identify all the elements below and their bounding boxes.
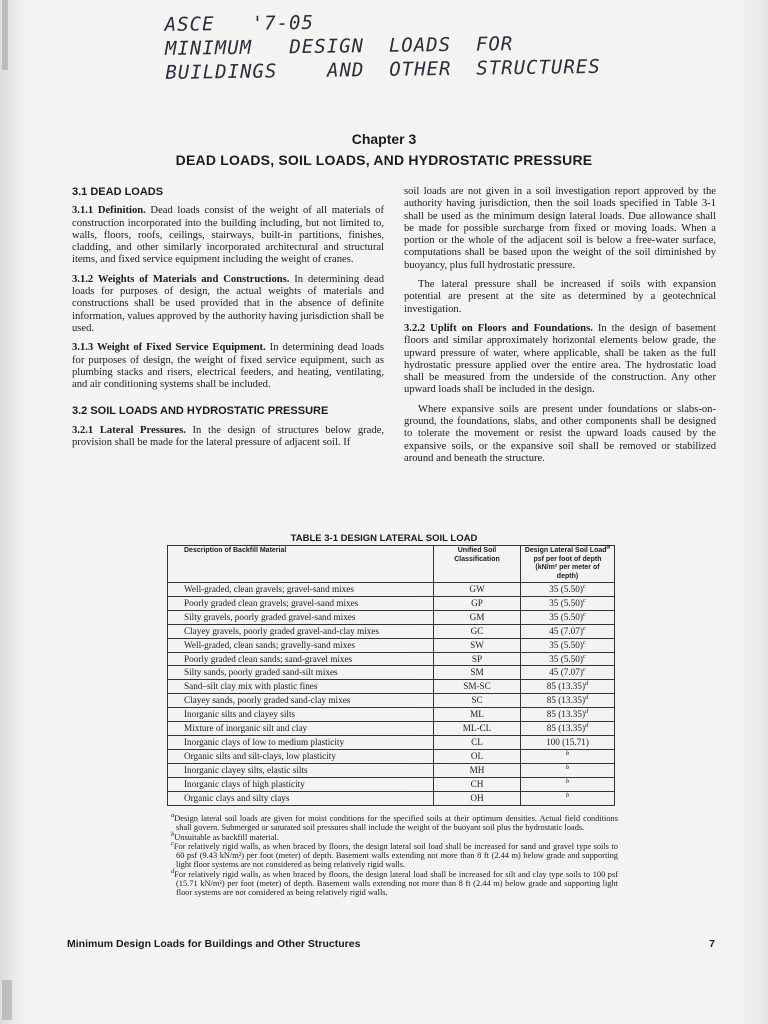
cell-load [521,666,615,680]
paragraph-text: In determining dead loads for purposes of design, the actual weights of materials and constructions shall be used provided that in the absence of definite information, values approved by the authority having jurisdiction shall be used. [72,273,384,334]
paragraph [72,205,384,266]
cell-classification: MH [434,763,521,777]
cell-load [521,777,615,791]
footnote-mark: c [582,596,586,604]
footnote-mark: d [585,680,589,688]
load-value: 85 (13.35) [546,695,586,706]
paragraph [404,323,716,397]
footnote-text: For relatively rigid walls, as when braced by floors, the design lateral soil load shall be increased for sand and gravel type soils to 60 psf (9.43 kN/m²) per foot (meter) of depth. Basement walls extending not more than 8 ft (2.44 m) below grade and supporting light floor systems are not considered as being relatively rigid walls. [173,841,618,870]
load-value: 35 (5.50) [549,584,583,594]
header-line: Unified Soil [457,547,497,554]
column-header-classification [434,546,521,583]
subsection-heading: 3.2.1 Lateral Pressures. [72,424,186,436]
paragraph [72,342,384,391]
paragraph: Where expansive soils are present under foundations or slabs-on-ground, the foundations, slabs, and other components shall be designed to tolerate the movement or resist the upward loads caused by the expansive soils, or the expansive soil shall be removed or stabilized around and beneath the structure. [404,403,716,464]
paragraph [72,425,384,450]
cell-classification: CH [434,777,521,791]
footnote [166,814,618,833]
table-row [168,596,615,610]
paragraph-text: In determining dead loads for purposes of design, the weight of fixed service equipment, such as plumbing stacks and risers, electrical feeders, and heating, ventilating, and air conditioning systems shall be included. [72,342,385,391]
footnote-mark: c [171,840,174,848]
table-row [168,583,615,597]
subsection-heading: 3.1.1 Definition. [72,205,146,217]
cell-classification: SW [434,638,521,652]
table-row [168,763,615,777]
load-value: 35 (5.50) [549,653,583,664]
cell-description: Inorganic clayey silts, elastic silts [168,763,434,777]
cell-description: Clayey sands, poorly graded sand-clay mixes [168,694,434,708]
cell-classification: ML-CL [434,722,521,736]
load-value: 100 (15.71) [546,736,589,747]
cell-load [521,610,615,624]
load-value: 85 (13.35) [546,681,586,692]
footer-title: Minimum Design Loads for Buildings and Other Structures [67,938,361,950]
cell-classification: SP [434,652,521,666]
section-heading: 3.2 SOIL LOADS AND HYDROSTATIC PRESSURE [72,405,329,418]
column-header-description: Description of Backfill Material [168,546,434,583]
scan-edge-mark [2,0,8,70]
cell-load [521,763,615,777]
cell-load [521,735,615,749]
scan-edge-mark [2,980,12,1020]
footnote-mark: b [565,763,570,771]
footnote-mark: c [582,610,586,618]
header-line: Classification [454,555,500,563]
handwritten-line: BUILDINGS AND OTHER STRUCTURES [165,55,601,84]
table-header-row [168,546,615,583]
handwritten-line: MINIMUM DESIGN LOADS FOR [164,33,514,60]
cell-classification: OH [434,791,521,805]
load-value: 45 (7.07) [549,625,583,636]
table-row [168,652,615,666]
footnote-mark: d [585,694,589,702]
table-row [168,694,615,708]
cell-description: Organic silts and silt-clays, low plasticity [168,749,434,763]
footnote-mark: b [171,830,175,838]
cell-classification: OL [434,749,521,763]
cell-classification: CL [434,735,521,749]
paragraph-text: In the design of basement floors and similar approximately horizontal elements below grade, the upward pressure of water, where applicable, shall be taken as the full hydrostatic pressure applied over the entire area. The hydrostatic load shall be measured from the underside of the construction. Any other upward loads shall be included in the design. [404,322,716,396]
cell-classification: SM [434,666,521,680]
cell-description: Well-graded, clean sands; gravelly-sand mixes [168,638,434,652]
cell-classification: ML [434,708,521,722]
footnote-text: Design lateral soil loads are given for moist conditions for the specified soils at their optimum densities. Actual field conditions shall govern. Submerged or saturated soil pressures shall include the weight of the buoyant soil plus the hydrostatic loads. [174,814,618,833]
cell-classification: SC [434,694,521,708]
cell-classification: GC [434,624,521,638]
table-footnotes [166,814,618,898]
footnote-mark: d [585,722,589,729]
cell-description: Poorly graded clean sands; sand-gravel mixes [168,652,434,666]
subsection-heading: 3.2.2 Uplift on Floors and Foundations. [404,322,593,334]
subsection-heading: 3.1.2 Weights of Materials and Constructions. [72,273,290,285]
header-line: Design Lateral Soil Load [524,547,607,554]
footnote-mark: d [585,708,589,716]
right-column [404,186,716,472]
page-footer [67,938,715,950]
footnote [166,830,618,842]
page-number: 7 [709,938,715,950]
footnote-mark: c [582,582,586,590]
footnote-mark: b [565,791,570,799]
cell-classification: GW [434,583,521,597]
table-row [168,666,615,680]
paragraph: soil loads are not given in a soil investigation report approved by the authority having jurisdiction, then the soil loads specified in Table 3-1 shall be used as the minimum design lateral loads. Due allowance shall be made for possible surcharge from fixed or moving loads. When a portion or the whole of the adjacent soil is below a free-water surface, computations shall be based upon the weight of the soil diminished by buoyancy, plus full hydrostatic pressure. [404,186,716,271]
section-heading: 3.1 DEAD LOADS [72,186,164,198]
subsection-heading: 3.1.3 Weight of Fixed Service Equipment. [72,342,266,354]
chapter-title: DEAD LOADS, SOIL LOADS, AND HYDROSTATIC PRESSURE [175,152,593,168]
handwritten-line: ASCE '7-05 [164,11,315,36]
handwritten-note [164,7,601,85]
footnote-text: Unsuitable as backfill material. [174,832,279,842]
paragraph [72,274,384,335]
cell-load [521,652,615,666]
cell-load [521,583,615,597]
paragraph-text: In the design of structures below grade, provision shall be made for the lateral pressure of adjacent soil. If [72,424,384,449]
cell-load [521,722,615,736]
paragraph: The lateral pressure shall be increased if soils with expansion potential are present at the site as determined by a geotechnical investigation. [404,279,716,315]
soil-load-table [167,545,615,806]
load-value: 85 (13.35) [546,723,586,734]
load-value: 35 (5.50) [549,597,583,608]
table-row [168,708,615,722]
table-title: TABLE 3-1 DESIGN LATERAL SOIL LOAD [290,533,478,544]
table-row [168,638,615,652]
table-row [168,735,615,749]
table-row [168,791,615,805]
cell-classification: SM-SC [434,680,521,694]
cell-description: Inorganic silts and clayey silts [168,708,434,722]
footnote-mark: b [565,777,570,785]
table-row [168,777,615,791]
cell-description: Organic clays and silty clays [168,791,434,805]
cell-load [521,680,615,694]
footnote-text: For relatively rigid walls, as when braced by floors, the design lateral load shall be increased for silt and clay type soils to 100 psf (15.71 kN/m²) per foot (meter) of depth. Basement walls extending not more than 8 ft (2.44 m) below grade and supporting light floor systems are not considered as being relatively rigid walls. [174,869,618,898]
load-value: 45 (7.07) [549,667,583,678]
footnote-mark: d [171,867,175,875]
footnote-mark: b [565,749,570,757]
cell-load [521,708,615,722]
footnote [166,842,618,870]
cell-description: Mixture of inorganic silt and clay [168,722,434,736]
footnote-mark: c [582,638,586,646]
footnote-mark: c [582,666,586,674]
cell-load [521,624,615,638]
cell-description: Inorganic clays of high plasticity [168,777,434,791]
cell-description: Well-graded, clean gravels; gravel-sand mixes [168,583,434,597]
header-line: (kN/m² per meter of depth) [535,564,600,580]
table-row [168,624,615,638]
table-row [168,610,615,624]
table-row [168,749,615,763]
load-value: 35 (5.50) [549,611,583,622]
load-value: 35 (5.50) [549,639,583,650]
header-line: psf per foot of depth [533,555,602,563]
cell-description: Inorganic clays of low to medium plasticity [168,735,434,749]
cell-description: Silty sands, poorly graded sand-silt mixes [168,666,434,680]
footnote-mark: a [606,543,611,551]
column-header-load [521,543,615,583]
cell-load [521,791,615,805]
cell-load [521,694,615,708]
footnote-mark: c [582,624,586,632]
load-value: 85 (13.35) [546,709,586,720]
cell-description: Sand–silt clay mix with plastic fines [168,680,434,694]
chapter-label: Chapter 3 [351,131,417,147]
footnote-mark: c [582,652,586,660]
cell-description: Poorly graded clean gravels; gravel-sand mixes [168,596,434,610]
table-row [168,722,615,736]
cell-load [521,596,615,610]
paragraph-text: Dead loads consist of the weight of all materials of construction incorporated into the building including, but not limited to, walls, floors, roofs, ceilings, stairways, built-in partitions, finishes, cladding, and other similarly incorporated architectural and structural items, and fixed service equipment including the weight of cranes. [72,205,384,266]
footnote [166,867,618,898]
cell-classification: GP [434,596,521,610]
cell-description: Silty gravels, poorly graded gravel-sand mixes [168,610,434,624]
footnote-mark: a [171,812,175,820]
cell-load [521,749,615,763]
table-body [168,583,615,806]
table-row [168,680,615,694]
cell-load [521,638,615,652]
left-column [72,186,384,456]
cell-description: Clayey gravels, poorly graded gravel-and-clay mixes [168,624,434,638]
cell-classification: GM [434,610,521,624]
